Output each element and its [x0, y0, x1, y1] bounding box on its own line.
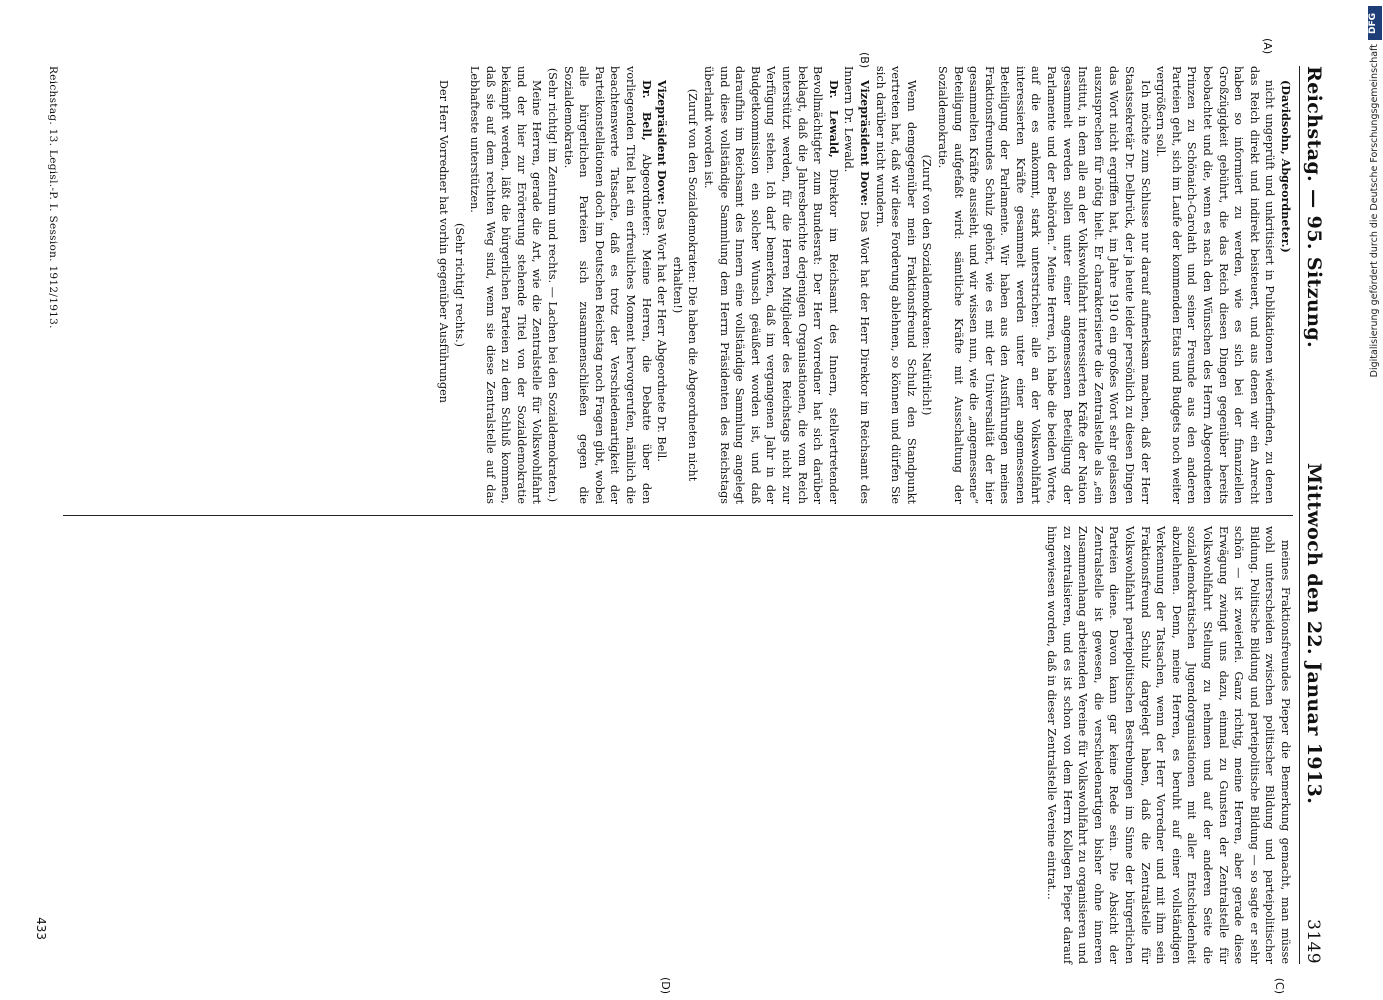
- paragraph: [700, 66, 840, 504]
- paragraph-text: Das Wort hat der Herr Abgeordnete Dr. Bell.: [655, 208, 669, 462]
- paragraph-text: nicht ungeprüft und unkritisiert in Publikationen wiederfinden, zu denen das Reich direkt und indirekt beisteuert, und aus denen wir ein Anrecht haben so informiert zu werden, wie es sich bei der finanziellen Großzügigkeit gebührt, die das Reich diesen Dingen gegenüber bereits beobachtet und die, wenn es nach den Wünschen des Herrn Abgeordneten Prinzen zu Schönaich-Carolath und seiner Freunde aus den anderen Parteien geht, sich im Laufe der kommenden Etats und Budgets noch weiter vergrößern soll.: [1154, 66, 1277, 504]
- paragraph: [545, 66, 561, 504]
- paragraph-text: Das Wort hat der Herr Direktor im Reichsamt des Innern Dr. Lewald.: [842, 66, 871, 504]
- paragraph-text: Ich möchte zum Schlusse nur darauf aufmerksam machen, daß der Herr Staatssekretär Dr. Delbrück, der ja heute leider persönlich zu diesen Dingen das Wort nicht ergriffen hat, im Jahre 1910 ein großes Wort sehr gelassen auszusprechen für nötig hielt. Er charakterisierte die Zentralstelle als „ein Institut, in dem alle an der Volkswohlfahrt interessierten Kräfte der Nation gesammelt werden sollen unter einer angemessenen Beteiligung der Parlamente und der Behörden.“ Meine Herren, ich habe die beiden Worte, auf die es ankommt, stark unterstrichen: alle an der Volkswohlfahrt interessierten Kräfte gesammelt werden unter einer angemessenen Beteiligung der Parlamente. Wir haben aus den Ausführungen meines Fraktionsfreundes Schulz gehört, wie es mit der Universalität der hier gesammelten Kräfte aussieht, und wir wissen nun, wie die „angemessene“ Beteiligung aufgefaßt wird: sämtliche Kräfte mit Ausschaltung der Sozialdemokratie.: [935, 66, 1152, 504]
- paragraph-text: Meine Herren, gerade die Art, wie die Zentralstelle für Volkswohlfahrt und der hier zur Erörterung stehende Titel von der Sozialdemokratie bekämpft werden, läßt die bürgerlichen Parteien zu dem Schluß kommen, daß sie auf dem rechten Weg sind, wenn sie diese Zentralstelle auf das Lebhafteste unterstützen.: [468, 66, 544, 504]
- paragraph-text: (Zuruf von den Sozialdemokraten: Die haben die Abgeordneten nicht erhalten!): [670, 88, 700, 482]
- paragraph-text: Wenn demgegenüber mein Fraktionsfreund Schulz den Standpunkt vertreten hat, daß wir diese Forderung ablehnen, so können und dürfen Sie sich darüber nicht wundern.: [873, 66, 918, 504]
- header-left: Reichstag. — 95. Sitzung.: [1303, 66, 1325, 349]
- paragraph: [451, 66, 467, 504]
- speaker-name: Dr. Bell,: [639, 80, 654, 141]
- paragraph: [1153, 66, 1278, 504]
- page-header: [1299, 66, 1325, 964]
- paragraph-text: Der Herr Vorredner hat vorhin gegenüber Ausführungen: [436, 80, 450, 403]
- page-number: 3149: [1303, 919, 1323, 964]
- paragraph: [919, 66, 935, 504]
- paragraph: [560, 66, 654, 504]
- paragraph-text: (Sehr richtig! im Zentrum und rechts. — Lachen bei den Sozialdemokraten.): [546, 67, 560, 503]
- paragraph: [1044, 526, 1294, 964]
- right-column: [63, 526, 1293, 994]
- paragraph-text: (Sehr richtig! rechts.): [452, 222, 466, 348]
- header-date: Mittwoch den 22. Januar 1913.: [1303, 462, 1325, 805]
- paragraph: [872, 66, 919, 504]
- speaker-name: Vizepräsident Dove:: [655, 80, 670, 205]
- footnote: Reichstag. 13. Legisl.-P. I. Session. 1912/1913.: [47, 66, 59, 329]
- speaker-name: (Davidsohn, Abgeordneter.): [1279, 80, 1293, 253]
- digitization-credit: Digitalisierung gefördert durch die Deutsche Forschungsgemeinschaft: [1369, 44, 1380, 378]
- paragraph: [669, 66, 700, 504]
- margin-letter-c: (C): [1273, 977, 1286, 994]
- paragraph-text: meines Fraktionsfreundes Pieper die Bemerkung gemacht, man müsse wohl unterscheiden zwischen politischer Bildung und parteipolitischer Bildung. Politische Bildung und parteipolitische Bildung — so sagte er sehr schön — ist zweierlei. Ganz richtig, meine Herren, aber gerade diese Erwägung zwingt uns dazu, einmal zu Gunsten der Zentralstelle für Volkswohlfahrt Stellung zu nehmen und auf der anderen Seite die sozialdemokratischen Jugendorganisationen mit aller Entschiedenheit abzulehnen. Denn, meine Herren, es beruht auf einer vollständigen Verkennung der Tatsachen, wenn der Herr Vorredner und mit ihm sein Fraktionsfreund Schulz dargelegt haben, daß die Zentralstelle für Volkswohlfahrt parteipolitischen Bestrebungen im Sinne der bürgerlichen Parteien diene. Davon kann gar keine Rede sein. Die Absicht der Zentralstelle ist gewesen, die verschiedenartigen bisher ohne inneren Zusammenhang arbeitenden Vereine für Volkswohlfahrt zu organisieren und zu zentralisieren, und es ist schon von dem Herrn Kollegen Pieper darauf hingewiesen worden, daß in dieser Zentralstelle Vereine eintrat...: [1045, 526, 1292, 964]
- text-columns: [63, 38, 1293, 994]
- digitization-strip: [1366, 0, 1383, 1000]
- margin-letter-a: (A): [1261, 38, 1274, 55]
- margin-letter-b: (B): [857, 52, 871, 69]
- paragraph: [435, 66, 451, 504]
- paragraph: [934, 66, 1152, 504]
- paragraph-text: Abgeordneter: Meine Herren, die Debatte über den vorliegenden Titel hat ein erfreuliches Moment hervorgerufen, nämlich die beachtenswerte Tatsache, daß es trotz der Verschiedenartigkeit der Parteikonstellationen doch im Deutschen Reichstag noch Fragen gibt, wobei alle bürgerlichen Parteien sich zusammenschließen gegen die Sozialdemokratie.: [561, 66, 653, 504]
- column-divider: [63, 515, 1293, 516]
- paragraph-text: Direktor im Reichsamt des Innern, stellvertretender Bevollmächtigter zum Bundesrat: Der Herr Vorredner hat sich darüber beklagt, daß die Jahresberichte derjenigen Organisationen, die vom Reich unterstützt werden, für die Herren Mitglieder des Reichstags nicht zur Verfügung stehen. Ich darf bemerken, daß im vergangenen Jahr in der Budgetkommission ein solcher Wunsch geäußert worden ist, und daß daraufhin im Reichsamt des Innern eine vollständige Sammlung angelegt und diese vollständige Sammlung dem Herrn Präsidenten des Reichstags überlandt worden ist.: [702, 66, 840, 504]
- paragraph: [1277, 66, 1293, 504]
- paragraph: [841, 52, 872, 504]
- speaker-name: Dr. Lewald,: [826, 80, 841, 158]
- margin-letter-d: (D): [659, 976, 672, 994]
- speaker-name: Vizepräsident Dove:: [857, 80, 872, 207]
- paragraph: [654, 66, 670, 504]
- paragraph-text: (Zuruf von den Sozialdemokraten: Natürlich!): [920, 154, 934, 416]
- signature-mark: 433: [34, 917, 48, 940]
- left-column: [63, 38, 1293, 504]
- dfg-logo: DFG: [1368, 6, 1382, 40]
- paragraph: [467, 66, 545, 504]
